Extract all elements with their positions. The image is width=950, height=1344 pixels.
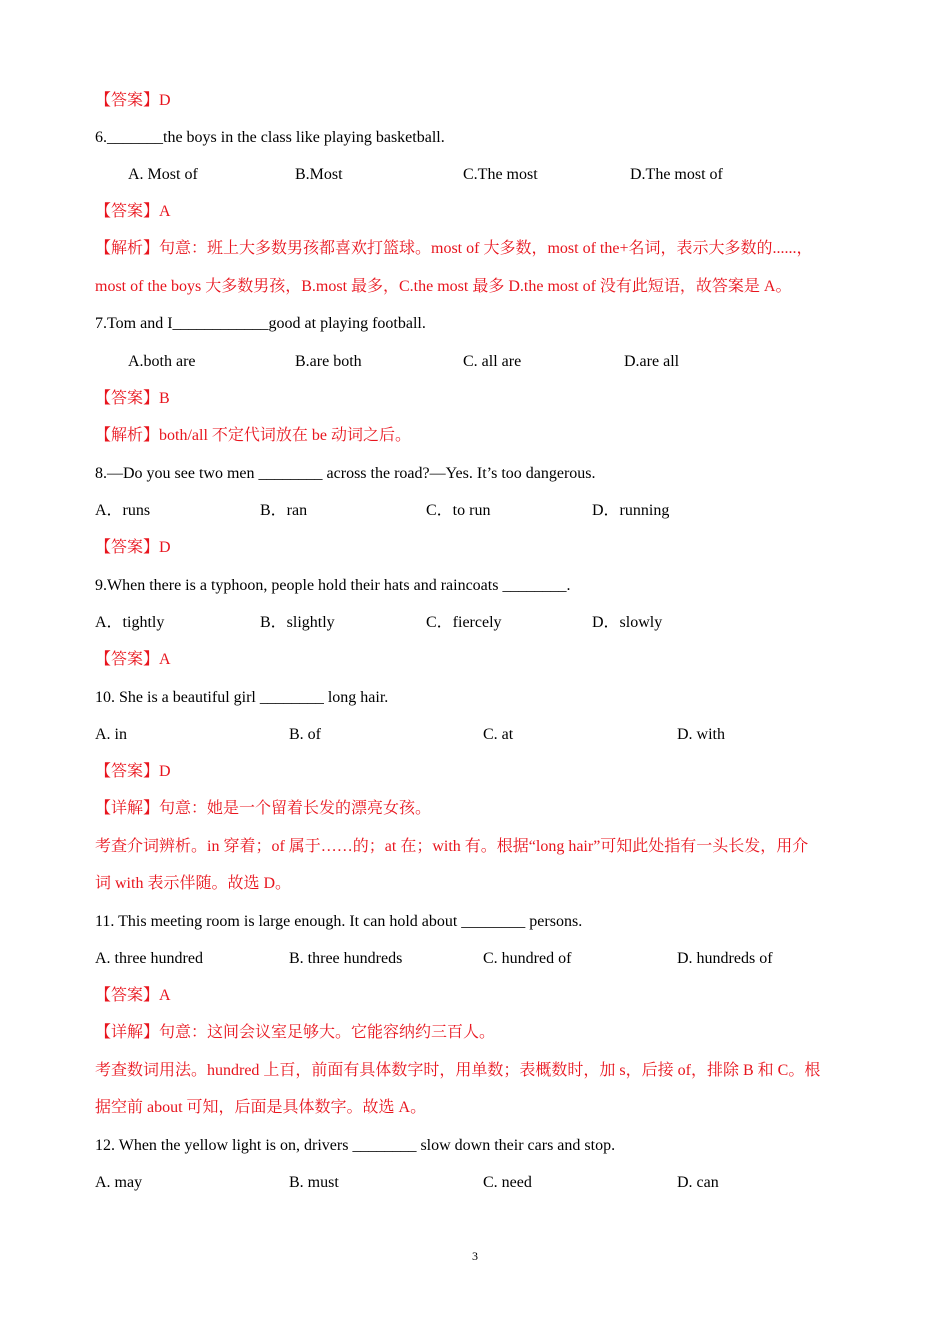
page-number: 3 xyxy=(472,1249,478,1263)
explanation-10c: 词 with 表示伴随。故选 D。 xyxy=(95,875,292,892)
explanation-11a: 【详解】句意：这间会议室足够大。它能容纳约三百人。 xyxy=(95,1024,496,1041)
answer-7: 【答案】B xyxy=(95,390,170,407)
q11-option-d: D. hundreds of xyxy=(677,950,773,967)
explanation-11b: 考查数词用法。hundred 上百，前面有具体数字时，用单数；表概数时，加 s，后接 of，排除 B 和 C。根 xyxy=(95,1062,821,1079)
q7-option-a: A.both are xyxy=(128,353,196,370)
q8-option-a: A．runs xyxy=(95,502,151,519)
q6-option-d: D.The most of xyxy=(630,166,723,183)
explanation-10a: 【详解】句意：她是一个留着长发的漂亮女孩。 xyxy=(95,800,432,817)
q8-option-c: C．to run xyxy=(426,502,491,519)
question-6: 6._______the boys in the class like playing basketball. xyxy=(95,129,445,146)
q8-option-d: D．running xyxy=(592,502,670,519)
q8-option-b: B．ran xyxy=(260,502,308,519)
q9-option-c: C．fiercely xyxy=(426,614,502,631)
explanation-7: 【解析】both/all 不定代词放在 be 动词之后。 xyxy=(95,427,411,444)
q7-option-c: C. all are xyxy=(463,353,522,370)
answer-9: 【答案】A xyxy=(95,651,171,668)
q10-option-d: D. with xyxy=(677,726,725,743)
q6-option-a: A. Most of xyxy=(128,166,198,183)
question-9: 9.When there is a typhoon, people hold their hats and raincoats ________. xyxy=(95,577,571,594)
answer-5: 【答案】D xyxy=(95,92,171,109)
q10-option-a: A. in xyxy=(95,726,127,743)
q12-option-b: B. must xyxy=(289,1174,339,1191)
explanation-10b: 考查介词辨析。in 穿着；of 属于……的；at 在；with 有。根据“long hair”可知此处指有一头长发，用介 xyxy=(95,838,809,855)
q9-option-a: A．tightly xyxy=(95,614,165,631)
explanation-11c: 据空前 about 可知，后面是具体数字。故选 A。 xyxy=(95,1099,427,1116)
q10-option-c: C. at xyxy=(483,726,514,743)
q12-option-d: D. can xyxy=(677,1174,719,1191)
question-12: 12. When the yellow light is on, drivers ________ slow down their cars and stop. xyxy=(95,1137,616,1154)
answer-11: 【答案】A xyxy=(95,987,171,1004)
q6-option-b: B.Most xyxy=(295,166,343,183)
q9-option-b: B．slightly xyxy=(260,614,335,631)
q6-option-c: C.The most xyxy=(463,166,538,183)
q11-option-b: B. three hundreds xyxy=(289,950,403,967)
question-7: 7.Tom and I____________good at playing football. xyxy=(95,315,426,332)
answer-8: 【答案】D xyxy=(95,539,171,556)
q12-option-a: A. may xyxy=(95,1174,143,1191)
q12-option-c: C. need xyxy=(483,1174,532,1191)
q7-option-d: D.are all xyxy=(624,353,680,370)
question-8: 8.—Do you see two men ________ across the road?—Yes. It’s too dangerous. xyxy=(95,465,596,482)
q10-option-b: B. of xyxy=(289,726,321,743)
answer-10: 【答案】D xyxy=(95,763,171,780)
question-10: 10. She is a beautiful girl ________ long hair. xyxy=(95,689,389,706)
q11-option-c: C. hundred of xyxy=(483,950,572,967)
question-11: 11. This meeting room is large enough. It can hold about ________ persons. xyxy=(95,913,583,930)
q9-option-d: D．slowly xyxy=(592,614,663,631)
explanation-6b: most of the boys 大多数男孩，B.most 最多，C.the most 最多 D.the most of 没有此短语，故答案是 A。 xyxy=(95,278,792,295)
q11-option-a: A. three hundred xyxy=(95,950,203,967)
q7-option-b: B.are both xyxy=(295,353,362,370)
explanation-6a: 【解析】句意：班上大多数男孩都喜欢打篮球。most of 大多数，most of the+名词，表示大多数的......， xyxy=(95,240,813,257)
answer-6: 【答案】A xyxy=(95,203,171,220)
